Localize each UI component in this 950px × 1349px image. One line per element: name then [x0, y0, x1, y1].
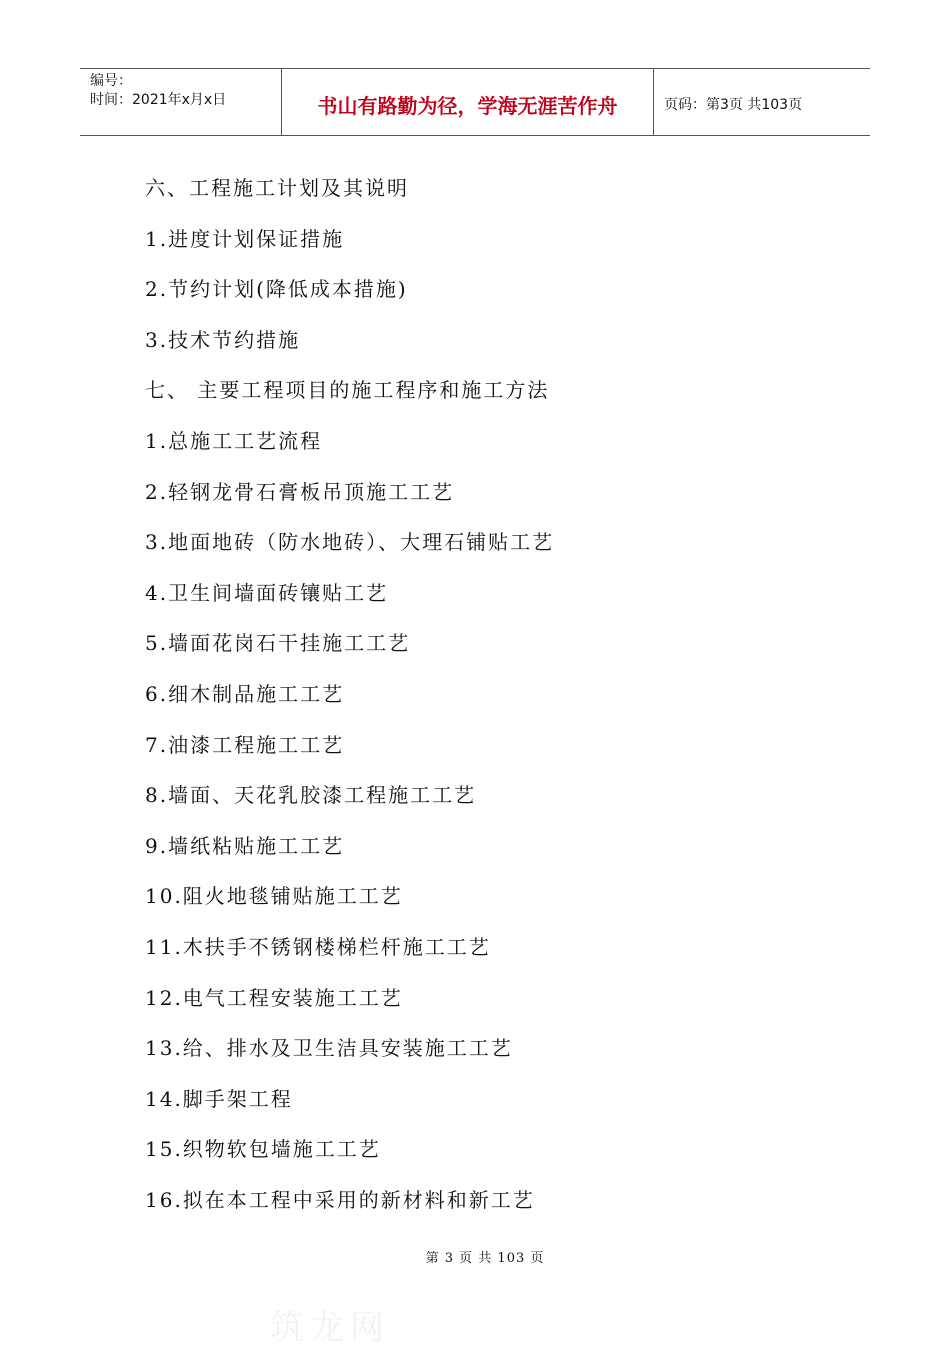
document-line: 3.技术节约措施	[145, 327, 301, 352]
document-body	[145, 172, 845, 1234]
document-line: 6.细木制品施工工艺	[145, 681, 345, 706]
document-line: 1.总施工工艺流程	[145, 428, 323, 453]
document-line: 5.墙面花岗石干挂施工工艺	[145, 631, 411, 656]
time-label: 时间：2021年x月x日	[90, 92, 227, 108]
document-line: 11.木扶手不锈钢楼梯栏杆施工工艺	[145, 934, 491, 959]
document-line: 16.拟在本工程中采用的新材料和新工艺	[145, 1187, 535, 1212]
page-header	[80, 68, 870, 136]
document-line: 3.地面地砖（防水地砖）、大理石铺贴工艺	[145, 530, 555, 555]
document-line: 15.织物软包墙施工工艺	[145, 1137, 381, 1162]
document-line: 12.电气工程安装施工工艺	[145, 985, 403, 1010]
header-page-info: 页码：第3页 共103页	[664, 97, 803, 113]
header-meta	[80, 69, 282, 135]
header-motto: 书山有路勤为径，学海无涯苦作舟	[282, 69, 654, 135]
document-line: 2.轻钢龙骨石膏板吊顶施工工艺	[145, 479, 455, 504]
document-line: 9.墙纸粘贴施工工艺	[145, 833, 345, 858]
document-line: 8.墙面、天花乳胶漆工程施工工艺	[145, 783, 477, 808]
document-line: 七、 主要工程项目的施工程序和施工方法	[145, 378, 550, 403]
document-line: 7.油漆工程施工工艺	[145, 732, 345, 757]
document-line: 2.节约计划(降低成本措施)	[145, 277, 408, 302]
document-line: 1.进度计划保证措施	[145, 226, 345, 251]
page-footer: 第 3 页 共 103 页	[425, 1251, 545, 1266]
number-label: 编号：	[90, 73, 132, 89]
document-line: 10.阻火地毯铺贴施工工艺	[145, 884, 403, 909]
watermark: 筑龙网	[270, 1308, 390, 1348]
document-line: 14.脚手架工程	[145, 1086, 293, 1111]
document-line: 六、工程施工计划及其说明	[145, 176, 409, 200]
document-line: 4.卫生间墙面砖镶贴工艺	[145, 580, 389, 605]
document-line: 13.给、排水及卫生洁具安装施工工艺	[145, 1036, 513, 1061]
